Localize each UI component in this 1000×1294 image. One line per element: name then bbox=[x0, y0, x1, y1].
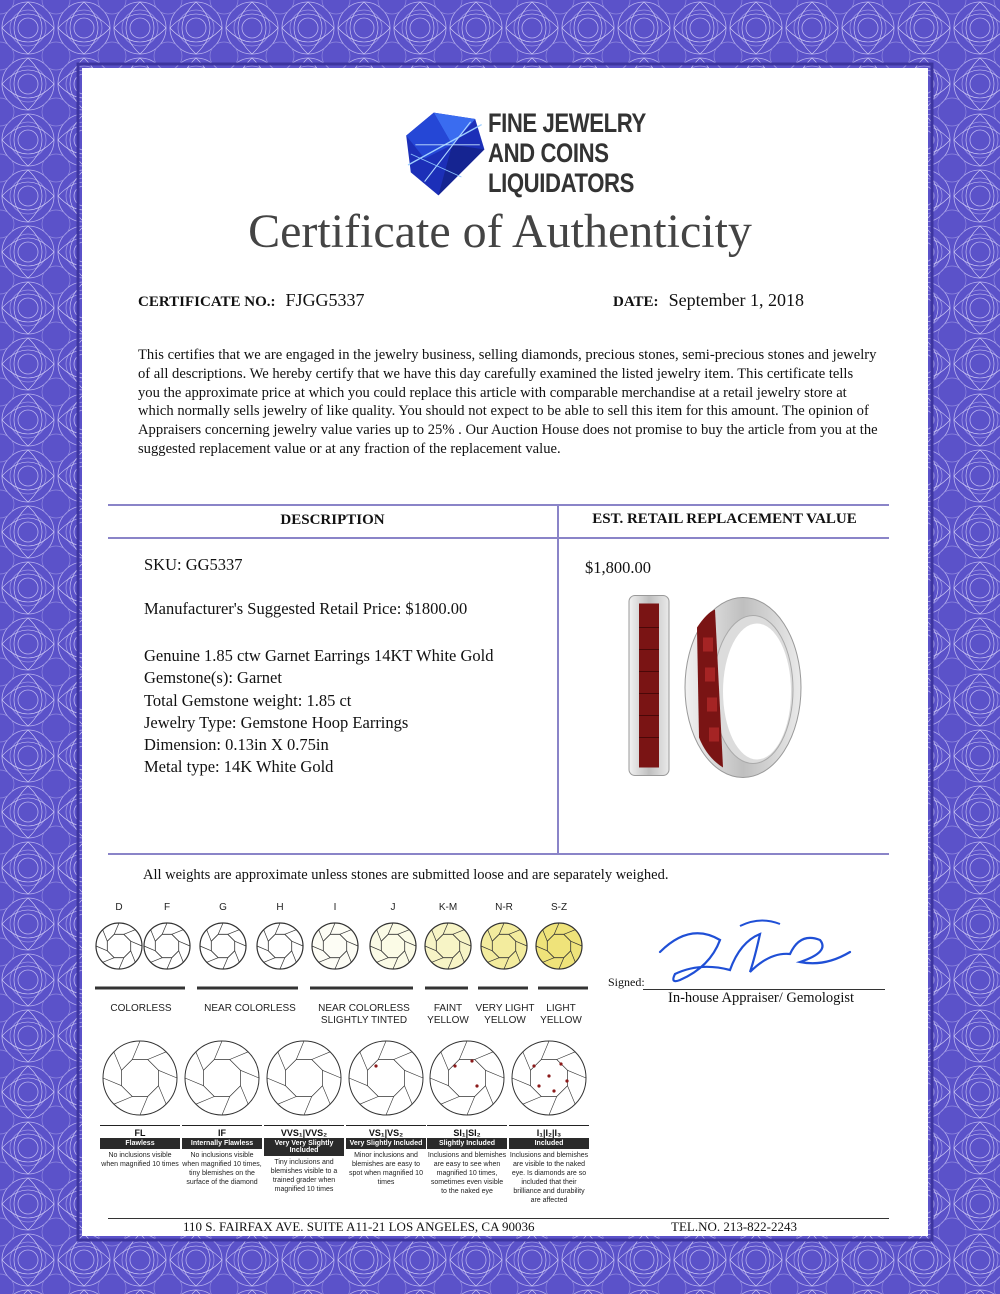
retail-value: $1,800.00 bbox=[585, 558, 651, 577]
clarity-description: Minor inclusions and blemishes are easy to spot when magnified 10 times bbox=[349, 1152, 423, 1186]
color-grade-group-line-1: VERY LIGHT bbox=[475, 1003, 535, 1014]
clarity-diamond bbox=[346, 1036, 426, 1120]
clarity-code: I₁|I₂|I₃ bbox=[509, 1125, 589, 1138]
table-header-rule bbox=[108, 537, 889, 539]
hoop-earring-image bbox=[615, 585, 815, 790]
clarity-name: Flawless bbox=[100, 1138, 180, 1149]
date-value: September 1, 2018 bbox=[668, 290, 805, 310]
clarity-code: VS₁|VS₂ bbox=[346, 1125, 426, 1138]
clarity-grade bbox=[100, 1036, 180, 1169]
color-grade-group-line-2: YELLOW bbox=[427, 1015, 469, 1026]
color-grade-letter: I bbox=[333, 902, 337, 913]
color-grade-diamond bbox=[200, 923, 246, 969]
clarity-name: Internally Flawless bbox=[182, 1138, 262, 1149]
clarity-grade bbox=[264, 1036, 344, 1194]
table-divider bbox=[557, 504, 559, 854]
clarity-description: No inclusions visible when magnified 10 times bbox=[101, 1152, 179, 1168]
table-bottom-rule bbox=[108, 853, 889, 855]
clarity-description: No inclusions visible when magnified 10 times, tiny blemishes on the surface of the diamond bbox=[182, 1152, 262, 1186]
color-grade-diamond bbox=[312, 923, 358, 969]
color-grade-letter: D bbox=[115, 902, 123, 913]
color-grade-group-line-1: COLORLESS bbox=[110, 1003, 172, 1014]
color-grade-group bbox=[195, 1003, 305, 1015]
clarity-grade bbox=[346, 1036, 426, 1187]
color-grade-diamond bbox=[96, 923, 142, 969]
color-grade-letter: N-R bbox=[495, 902, 513, 913]
color-grade-diamond bbox=[536, 923, 582, 969]
clarity-diamond bbox=[182, 1036, 262, 1120]
brand-line-2: AND COINS bbox=[488, 138, 609, 168]
certification-statement: This certifies that we are engaged in the jewelry business, selling diamonds, precious stones, semi-precious stones and jewelry of all descriptions. We hereby certify that we have this day carefully examined the listed jewelry item. This certificate tells you the approximate price at which you could replace this article with comparable merchandise at a retail jewelry store at which normally sells jewelry of like quality. You should not expect to be able to sell this item for this amount. The opinion of Appraisers concerning jewelry value varies up to 25% . Our Auction House does not promise to buy the article from you at the suggested replacement value or at any fraction of the replacement value. bbox=[138, 347, 878, 457]
certificate-number: FJGG5337 bbox=[285, 290, 365, 310]
brand-name bbox=[488, 108, 646, 198]
certificate-number-label: CERTIFICATE NO.: bbox=[138, 294, 276, 310]
color-grade-diamond bbox=[257, 923, 303, 969]
color-grade-group bbox=[86, 1003, 196, 1015]
signature-mark bbox=[650, 912, 870, 992]
color-grade-letter: F bbox=[163, 902, 171, 913]
brand-line-1: FINE JEWELRY bbox=[488, 108, 646, 138]
color-grade-diamond bbox=[481, 923, 527, 969]
appraiser-title: In-house Appraiser/ Gemologist bbox=[668, 990, 855, 1006]
color-scale-diamonds bbox=[93, 918, 593, 978]
color-grade-group-line-1: FAINT bbox=[433, 1003, 463, 1014]
clarity-description: Tiny inclusions and blemishes visible to a trained grader when magnified 10 times bbox=[270, 1159, 338, 1193]
clarity-grade bbox=[509, 1036, 589, 1205]
clarity-code: FL bbox=[100, 1125, 180, 1138]
clarity-code: VVS₁|VVS₂ bbox=[264, 1125, 344, 1138]
color-grade-diamond bbox=[425, 923, 471, 969]
footer-phone: TEL.NO. 213-822-2243 bbox=[671, 1219, 798, 1234]
color-grade-letter: H bbox=[276, 902, 284, 913]
certificate-number-row bbox=[138, 290, 365, 311]
clarity-name: Very Slightly Included bbox=[346, 1138, 426, 1149]
clarity-diamond bbox=[509, 1036, 589, 1120]
date-row bbox=[613, 290, 804, 311]
brand-line-3: LIQUIDATORS bbox=[488, 168, 634, 198]
msrp: Manufacturer's Suggested Retail Price: $1800.00 bbox=[144, 599, 468, 618]
clarity-code: SI₁|SI₂ bbox=[427, 1125, 507, 1138]
color-grade-group-line-1: NEAR COLORLESS bbox=[318, 1003, 410, 1014]
clarity-code: IF bbox=[182, 1125, 262, 1138]
clarity-name: Included bbox=[509, 1138, 589, 1149]
color-scale-bracket-lines bbox=[93, 980, 593, 1000]
detail-line: Metal type: 14K White Gold bbox=[144, 757, 334, 777]
color-grade-letter: J bbox=[390, 902, 396, 913]
color-grade-group-line-2: YELLOW bbox=[540, 1015, 582, 1026]
footer-address: 110 S. FAIRFAX AVE. SUITE A11-21 LOS ANGELES, CA 90036 bbox=[183, 1219, 535, 1234]
clarity-name: Very Very Slightly Included bbox=[264, 1138, 344, 1156]
detail-line: Genuine 1.85 ctw Garnet Earrings 14KT White Gold bbox=[144, 646, 494, 665]
color-grade-diamond bbox=[370, 923, 416, 969]
value-header: EST. RETAIL REPLACEMENT VALUE bbox=[592, 511, 857, 527]
date-label: DATE: bbox=[613, 294, 659, 310]
color-grade-group bbox=[506, 1003, 616, 1027]
diamond-logo-icon bbox=[394, 108, 492, 200]
color-grade-letter: K-M bbox=[438, 902, 458, 913]
weights-note: All weights are approximate unless stones are submitted loose and are separately weighed. bbox=[143, 867, 669, 883]
detail-line: Total Gemstone weight: 1.85 ct bbox=[144, 690, 352, 710]
detail-line: Jewelry Type: Gemstone Hoop Earrings bbox=[144, 712, 409, 732]
clarity-description: Inclusions and blemishes are easy to see when magnified 10 times, sometimes even visible to the naked eye bbox=[427, 1152, 507, 1195]
clarity-name: Slightly Included bbox=[427, 1138, 507, 1149]
clarity-diamond bbox=[427, 1036, 507, 1120]
item-details bbox=[144, 645, 493, 779]
sku: SKU: GG5337 bbox=[144, 555, 243, 574]
color-grade-group-line-2: YELLOW bbox=[484, 1015, 526, 1026]
color-grade-group-line-2: SLIGHTLY TINTED bbox=[320, 1015, 408, 1026]
clarity-description: Inclusions and blemishes are visible to the naked eye. Is diamonds are so included that their brilliance and durability are affected bbox=[509, 1152, 589, 1204]
detail-line: Gemstone(s): Garnet bbox=[144, 668, 282, 688]
clarity-diamond bbox=[264, 1036, 344, 1120]
color-grade-diamond bbox=[144, 923, 190, 969]
clarity-grade bbox=[182, 1036, 262, 1187]
color-grade-letter: S-Z bbox=[550, 902, 568, 913]
clarity-diamond bbox=[100, 1036, 180, 1120]
color-grade-group-line-1: NEAR COLORLESS bbox=[204, 1003, 296, 1014]
page-title: Certificate of Authenticity bbox=[248, 205, 752, 258]
table-top-rule bbox=[108, 504, 889, 506]
description-header: DESCRIPTION bbox=[280, 512, 385, 528]
signed-label: Signed: bbox=[608, 975, 645, 989]
color-grade-letter: G bbox=[219, 902, 227, 913]
detail-line: Dimension: 0.13in X 0.75in bbox=[144, 735, 329, 755]
color-grade-group-line-1: LIGHT bbox=[546, 1003, 576, 1014]
clarity-grade bbox=[427, 1036, 507, 1196]
